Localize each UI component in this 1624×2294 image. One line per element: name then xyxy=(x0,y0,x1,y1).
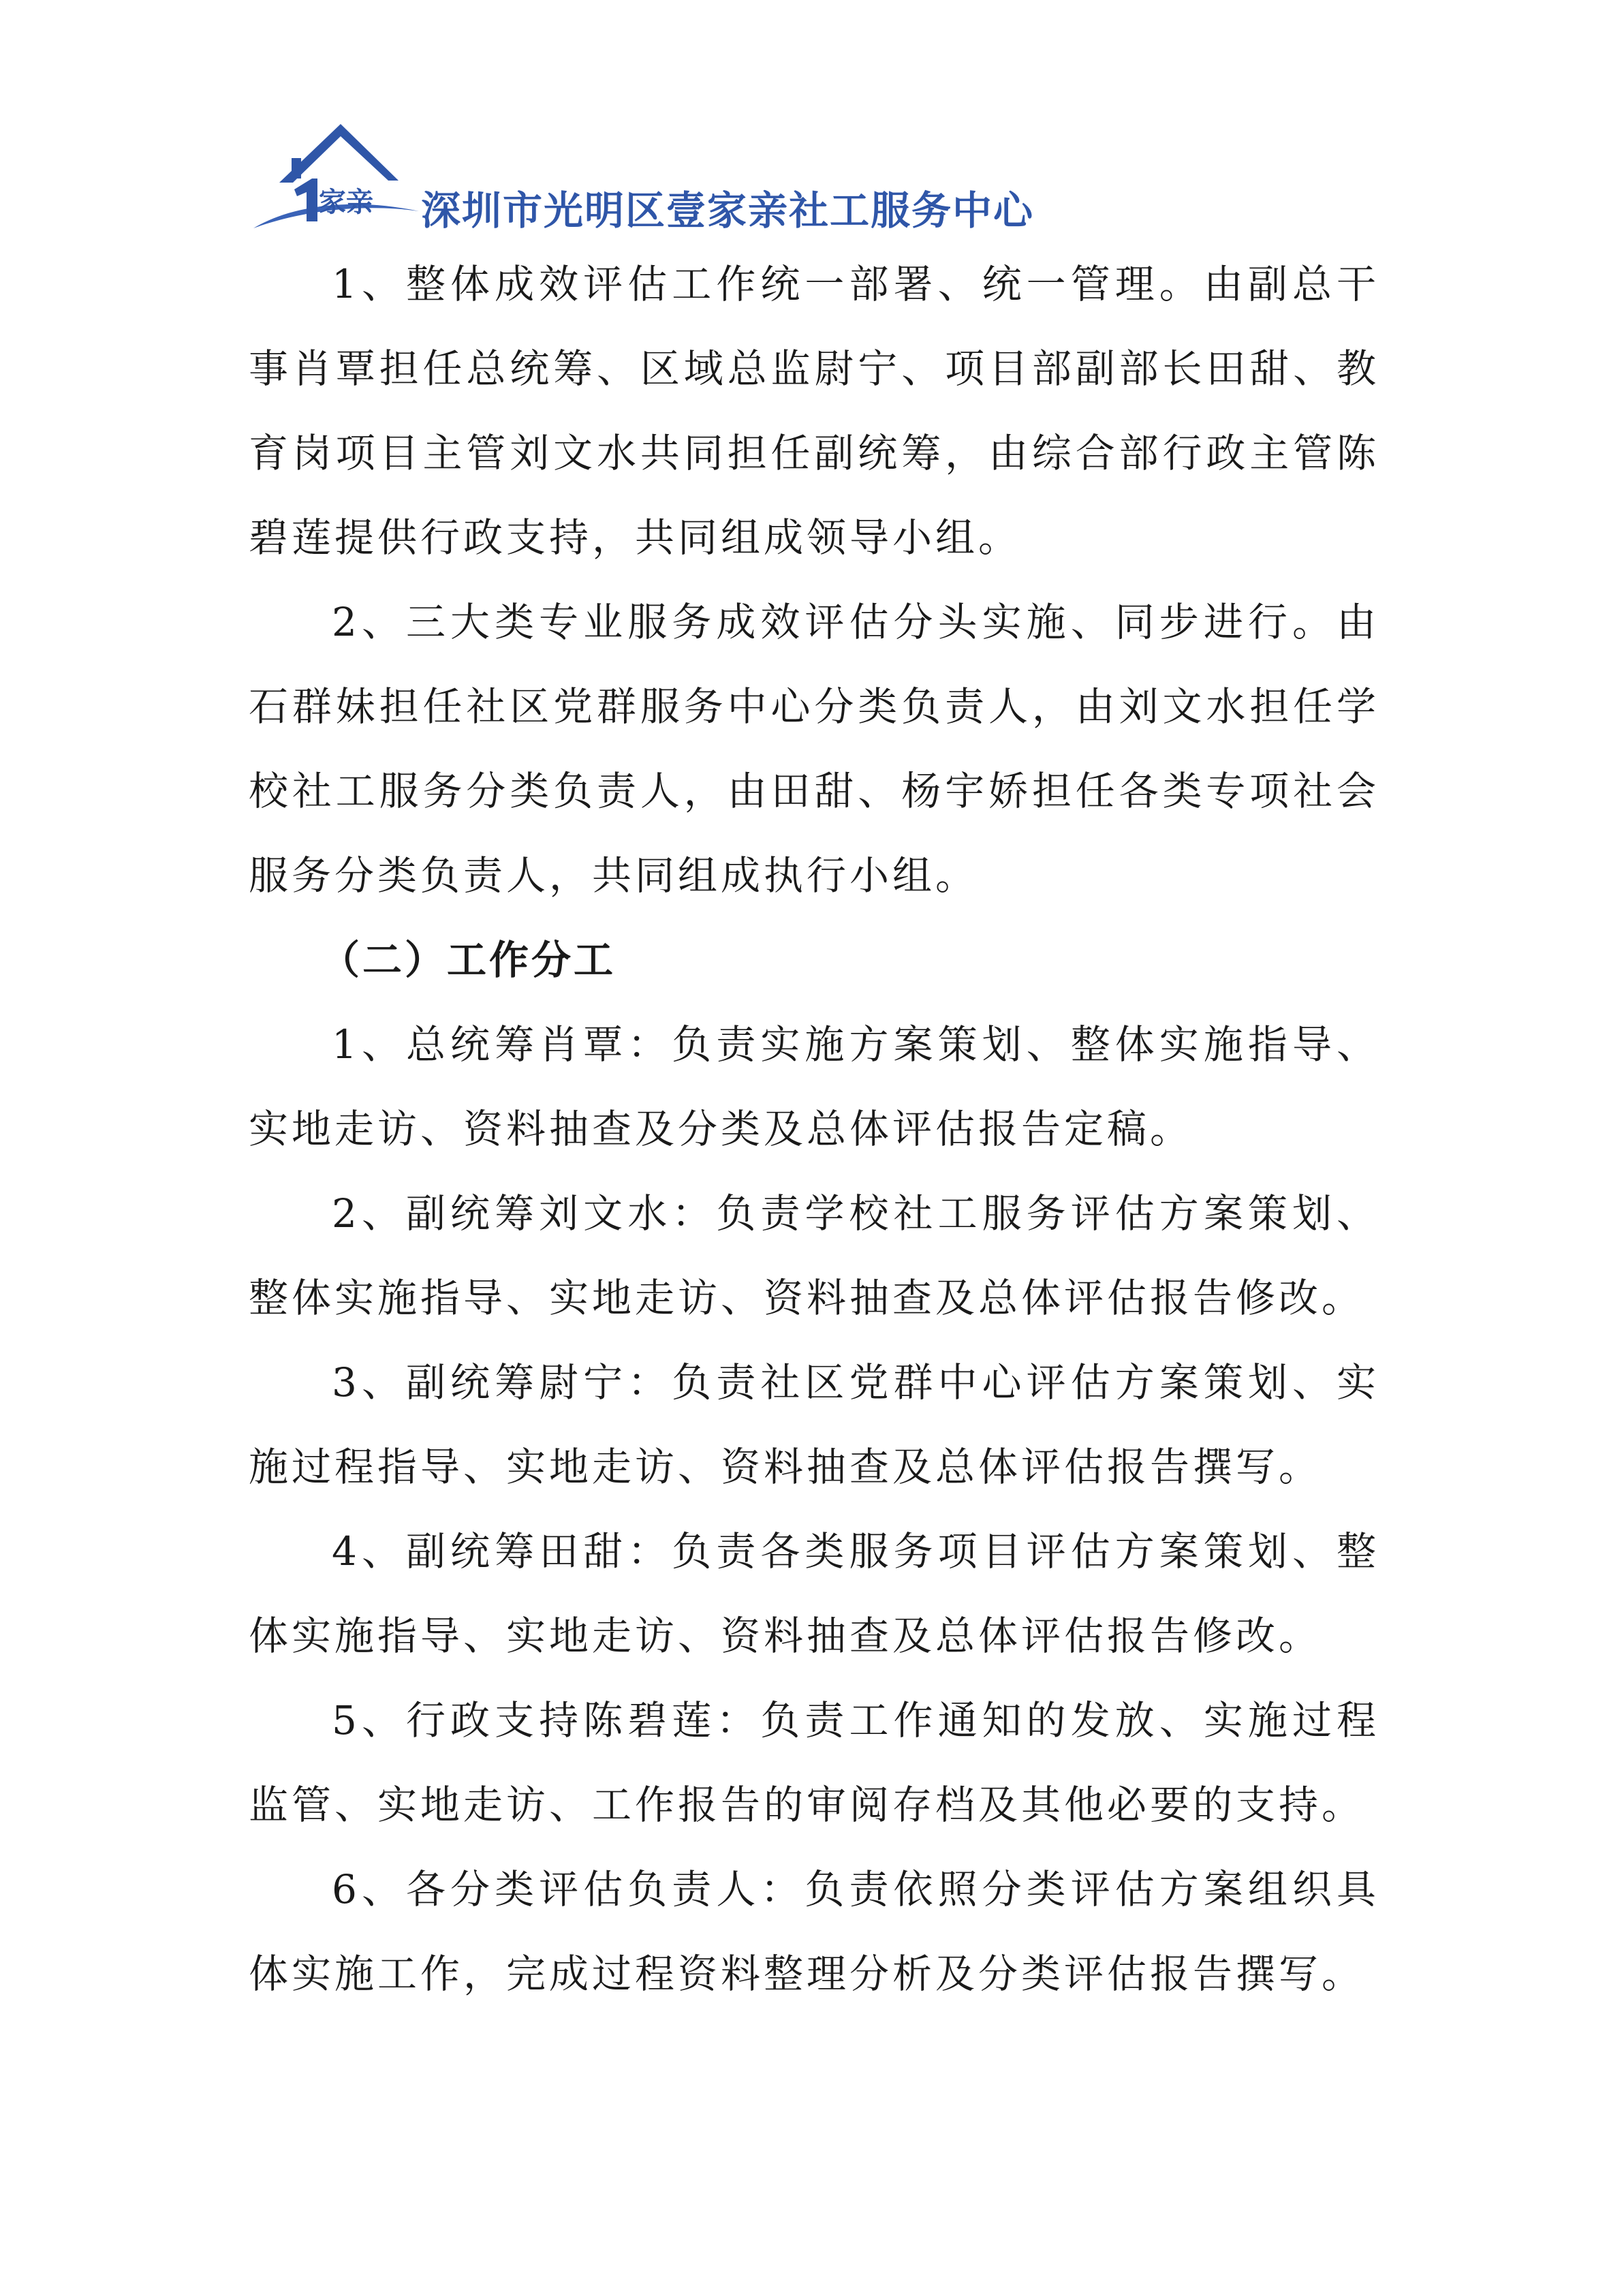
list-item: 4、副统筹田甜：负责各类服务项目评估方案策划、整体实施指导、实地走访、资料抽查及总体评估报告修改。 xyxy=(249,1528,1379,1659)
organization-name: 深圳市光明区壹家亲社工服务中心 xyxy=(421,187,1035,234)
list-item: 2、副统筹刘文水：负责学校社工服务评估方案策划、整体实施指导、实地走访、资料抽查及总体评估报告修改。 xyxy=(249,1190,1379,1321)
logo-text: 家亲 xyxy=(319,187,373,218)
paragraph-leadership: 1、整体成效评估工作统一部署、统一管理。由副总干事肖覃担任总统筹、区域总监尉宁、项目部副部长田甜、教育岗项目主管刘文水共同担任副统筹，由综合部行政主管陈碧莲提供行政支持，共同组成领导小组。 xyxy=(249,261,1379,561)
document-body xyxy=(249,242,1379,2016)
list-item: 1、总统筹肖覃：负责实施方案策划、整体实施指导、实地走访、资料抽查及分类及总体评估报告定稿。 xyxy=(249,1021,1379,1152)
list-item: 5、行政支持陈碧莲：负责工作通知的发放、实施过程监管、实地走访、工作报告的审阅存档及其他必要的支持。 xyxy=(249,1697,1379,1828)
house-logo-icon xyxy=(252,116,422,238)
section-heading-division-of-work: （二）工作分工 xyxy=(320,937,616,983)
list-item: 3、副统筹尉宁：负责社区党群中心评估方案策划、实施过程指导、实地走访、资料抽查及总体评估报告撰写。 xyxy=(249,1359,1379,1490)
list-item: 6、各分类评估负责人：负责依照分类评估方案组织具体实施工作，完成过程资料整理分析及分类评估报告撰写。 xyxy=(249,1866,1379,1997)
letterhead xyxy=(252,116,1104,238)
paragraph-execution: 2、三大类专业服务成效评估分头实施、同步进行。由石群妹担任社区党群服务中心分类负责人，由刘文水担任学校社工服务分类负责人，由田甜、杨宇娇担任各类专项社会服务分类负责人，共同组成执行小组。 xyxy=(249,599,1379,899)
